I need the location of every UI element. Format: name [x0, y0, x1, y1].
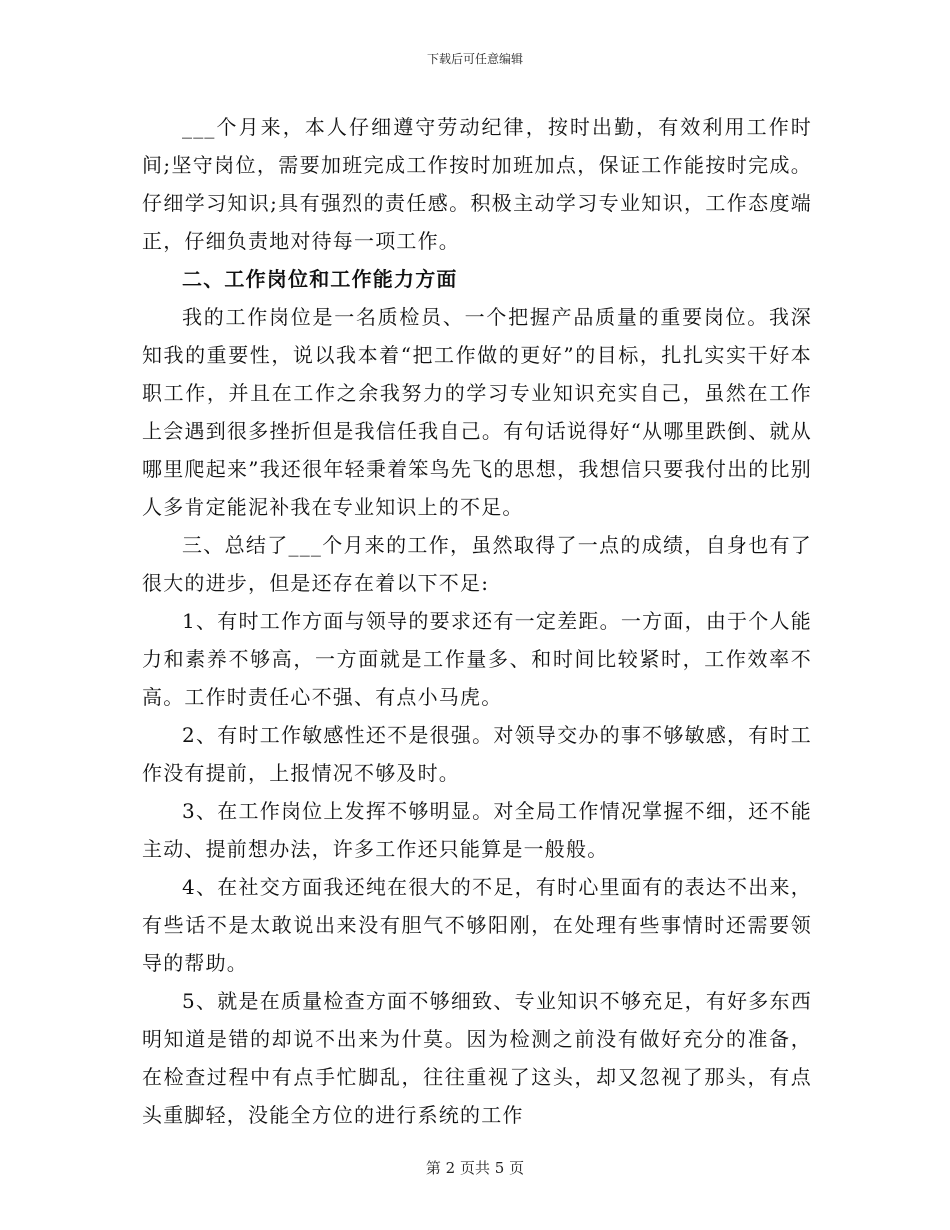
paragraph-attendance: ___个月来，本人仔细遵守劳动纪律，按时出勤，有效利用工作时间;坚守岗位，需要加班完成工作按时加班加点，保证工作能按时完成。仔细学习知识;具有强烈的责任感。积极主动学习专业知识，工作态度端正，仔细负责地对待每一项工作。 [142, 115, 812, 253]
page-header: 下载后可任意编辑 [426, 52, 523, 66]
paragraph-shortcoming-1: 1、有时工作方面与领导的要求还有一定差距。一方面，由于个人能力和素养不够高，一方面就是工作量多、和时间比较紧时，工作效率不高。工作时责任心不强、有点小马虎。 [142, 609, 812, 709]
section-heading-job-ability: 二、工作岗位和工作能力方面 [182, 267, 458, 291]
page-footer: 第 2 页共 5 页 [425, 1159, 525, 1177]
paragraph-shortcoming-5: 5、就是在质量检查方面不够细致、专业知识不够充足，有好多东西明知道是错的却说不出来为什莫。因为检测之前没有做好充分的准备，在检查过程中有点手忙脚乱，往往重视了这头，却又忽视了那头，有点头重脚轻，没能全方位的进行系统的工作 [142, 989, 812, 1127]
paragraph-job-position: 我的工作岗位是一名质检员、一个把握产品质量的重要岗位。我深知我的重要性，说以我本着“把工作做的更好”的目标，扎扎实实干好本职工作，并且在工作之余我努力的学习专业知识充实自己，虽然在工作上会遇到很多挫折但是我信任我自己。有句话说得好“从哪里跌倒、就从哪里爬起来”我还很年轻秉着笨鸟先飞的思想，我想信只要我付出的比别人多肯定能泥补我在专业知识上的不足。 [142, 305, 812, 519]
paragraph-shortcoming-2: 2、有时工作敏感性还不是很强。对领导交办的事不够敏感，有时工作没有提前，上报情况不够及时。 [142, 723, 812, 785]
paragraph-shortcoming-4: 4、在社交方面我还纯在很大的不足，有时心里面有的表达不出来，有些话不是太敢说出来没有胆气不够阳刚，在处理有些事情时还需要领导的帮助。 [142, 875, 812, 975]
paragraph-summary-shortcomings: 三、总结了___个月来的工作，虽然取得了一点的成绩，自身也有了很大的进步，但是还存在着以下不足: [142, 533, 812, 595]
paragraph-shortcoming-3: 3、在工作岗位上发挥不够明显。对全局工作情况掌握不细，还不能主动、提前想办法，许多工作还只能算是一般般。 [142, 799, 812, 861]
document-body [142, 108, 812, 1134]
